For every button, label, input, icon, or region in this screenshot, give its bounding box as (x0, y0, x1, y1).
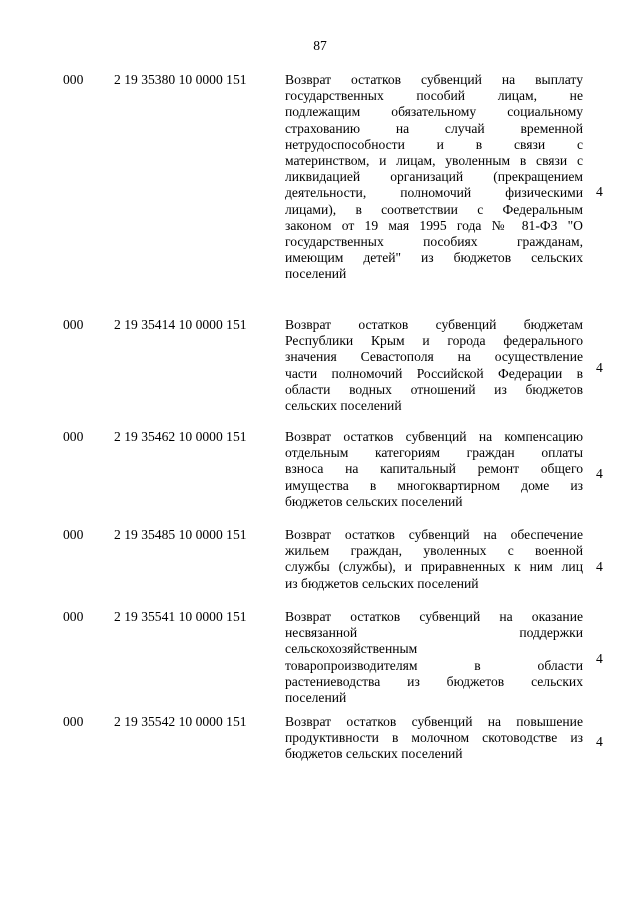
description-line: Возврат остатков субвенций на обеспечение (285, 527, 583, 542)
admin-code: 000 (63, 714, 84, 729)
description-line: имеющим детей" из бюджетов сельских (285, 250, 583, 266)
description-line: поселений (285, 266, 347, 282)
description-line: службы (службы), и приравненных к ним лиц (285, 559, 583, 575)
description-line: сельскохозяйственным (285, 641, 418, 657)
description-line: Республики Крым и города федерального (285, 333, 583, 349)
description-line: из бюджетов сельских поселений (285, 575, 479, 591)
value-cell: 4 (596, 734, 603, 749)
description-line: взноса на капитальный ремонт общего (285, 461, 583, 477)
description-line: значения Севастополя на осуществление (285, 349, 583, 365)
description-line: жильем граждан, уволенных с военной (285, 543, 583, 559)
description-line: сельских поселений (285, 397, 402, 413)
budget-classification-code: 2 19 35485 10 0000 151 (114, 527, 247, 542)
description-line: законом от 19 мая 1995 года № 81-ФЗ "О (285, 217, 583, 233)
description-line: Возврат остатков субвенций на выплату (285, 72, 583, 87)
description-line: государственных пособий лицам, не (285, 88, 583, 104)
description-line: части полномочий Российской Федерации в (285, 365, 583, 381)
description-line: ликвидацией организаций (прекращением (285, 169, 583, 185)
description-line: подлежащим обязательному социальному (285, 104, 583, 120)
admin-code: 000 (63, 72, 84, 87)
income-description (285, 72, 583, 282)
description-line: несвязанной поддержки (285, 625, 583, 641)
budget-classification-code: 2 19 35414 10 0000 151 (114, 317, 247, 332)
description-line: материнством, и лицам, уволенным в связи с (285, 152, 583, 168)
budget-classification-code: 2 19 35542 10 0000 151 (114, 714, 247, 729)
budget-classification-code: 2 19 35541 10 0000 151 (114, 609, 247, 624)
value-cell: 4 (596, 360, 603, 375)
description-line: бюджетов сельских поселений (285, 746, 463, 762)
description-line: поселений (285, 689, 347, 705)
admin-code: 000 (63, 609, 84, 624)
income-description (285, 609, 583, 706)
description-line: продуктивности в молочном скотоводстве из (285, 730, 583, 746)
description-line: лицами), в соответствии с Федеральным (285, 201, 583, 217)
description-line: товаропроизводителям в области (285, 657, 583, 673)
description-line: растениеводства из бюджетов сельских (285, 673, 583, 689)
income-description (285, 429, 583, 510)
description-line: имущества в многоквартирном доме из (285, 477, 583, 493)
value-cell: 4 (596, 651, 603, 666)
value-cell: 4 (596, 466, 603, 481)
description-line: отдельным категориям граждан оплаты (285, 445, 583, 461)
admin-code: 000 (63, 429, 84, 444)
description-line: нетрудоспособности и в связи с (285, 136, 583, 152)
description-line: деятельности, полномочий физическими (285, 185, 583, 201)
description-line: бюджетов сельских поселений (285, 493, 463, 509)
value-cell: 4 (596, 184, 603, 199)
admin-code: 000 (63, 527, 84, 542)
income-description (285, 714, 583, 763)
description-line: Возврат остатков субвенций на компенсацию (285, 429, 583, 444)
description-line: страхованию на случай временной (285, 120, 583, 136)
budget-classification-code: 2 19 35462 10 0000 151 (114, 429, 247, 444)
description-line: Возврат остатков субвенций на повышение (285, 714, 583, 729)
income-description (285, 317, 583, 414)
description-line: Возврат остатков субвенций бюджетам (285, 317, 583, 332)
value-cell: 4 (596, 559, 603, 574)
description-line: Возврат остатков субвенций на оказание (285, 609, 583, 624)
budget-classification-code: 2 19 35380 10 0000 151 (114, 72, 247, 87)
page-number: 87 (313, 38, 327, 53)
admin-code: 000 (63, 317, 84, 332)
description-line: области водных отношений из бюджетов (285, 381, 583, 397)
income-description (285, 527, 583, 592)
description-line: государственных пособиях гражданам, (285, 233, 583, 249)
